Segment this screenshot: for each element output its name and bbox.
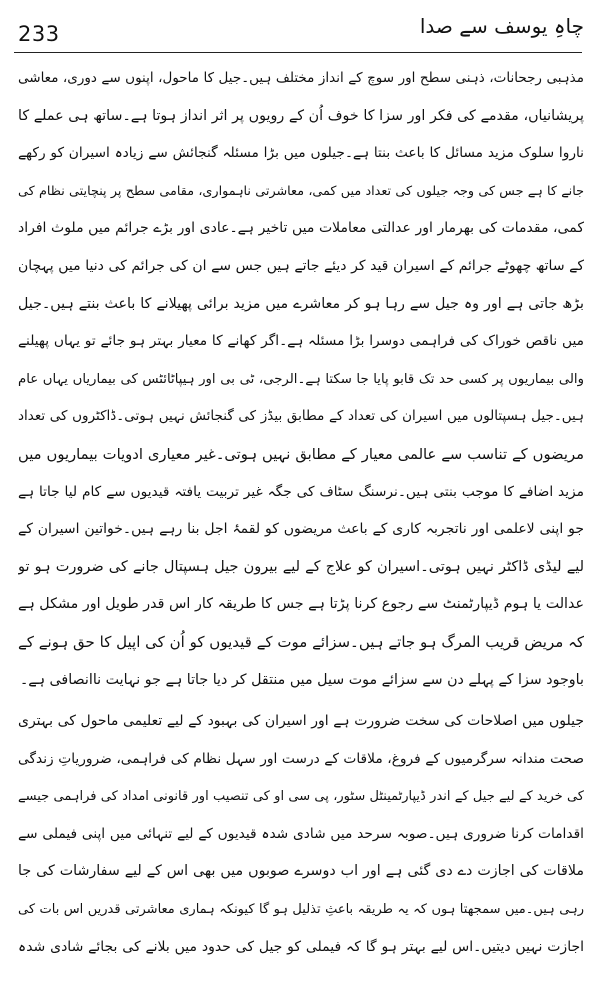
- text-line: باوجود سزا کے پہلے دن سے سزائے موت سیل میں منتقل کر دیا جاتا ہے جو نہایت ناانصافی ہے۔: [19, 671, 584, 688]
- text-line: بڑھ جاتی ہے اور وہ جیل سے رہا ہو کر معاشرے میں مزید برائی پھیلانے کا باعث بنتے ہیں۔جیل: [18, 295, 584, 312]
- text-line: والی بیماریوں پر کسی حد تک قابو پایا جا سکتا ہے۔الرجی، ٹی بی اور ہیپاٹائٹس کی بیماریاں یہاں عام: [18, 371, 584, 387]
- page-number: 233: [18, 22, 60, 46]
- text-line: مذہبی رجحانات، ذہنی سطح اور سوچ کے انداز مختلف ہیں۔جیل کا ماحول، اپنوں سے دوری، معاشی: [18, 70, 584, 86]
- text-line: صحت مندانہ سرگرمیوں کے فروغ، ملاقات کے درست اور سہل نظام کی فراہمی، ضروریاتِ زندگی: [18, 750, 584, 767]
- header-rule: [14, 52, 582, 53]
- text-line: ناروا سلوک مزید مسائل کا باعث بنتا ہے۔جیلوں میں بڑا مسئلہ گنجائش سے زیادہ اسیران کو رکھے: [18, 145, 584, 162]
- text-line: اجازت نہیں دیتیں۔اس لیے بہتر ہو گا کہ فیملی کو جیل کی حدود میں بلانے کی بجائے شادی شدہ: [18, 938, 584, 955]
- running-title: چاہِ یوسف سے صدا: [419, 14, 584, 38]
- body-text: [18, 60, 584, 966]
- text-line: میں ناقص خوراک کی فراہمی دوسرا بڑا مسئلہ ہے۔اگر کھانے کا معیار بہتر ہو جائے تو یہاں پھیلنے: [18, 333, 584, 350]
- text-line: ملاقات کی اجازت دے دی گئی ہے اور اب دوسرے صوبوں میں بھی اس کے لیے سفارشات کی جا: [18, 863, 584, 880]
- text-line: پریشانیاں، مقدمے کی فکر اور سزا کا خوف اُن کے رویوں پر اثر انداز ہوتا ہے۔ساتھ ہی عملے کا: [18, 107, 584, 124]
- text-line: عدالت یا ہوم ڈیپارٹمنٹ سے رجوع کرنا پڑتا ہے جس کا طریقہ کار اس قدر طویل اور مشکل ہے: [18, 596, 584, 613]
- page-header: [18, 6, 584, 46]
- text-line: لیے لیڈی ڈاکٹر نہیں ہوتی۔اسیران کو علاج کے لیے بیرون جیل ہسپتال جانے کی ضرورت ہو تو: [18, 558, 584, 575]
- text-line: جانے کا ہے جس کی وجہ جیلوں کی تعداد میں کمی، معاشرتی ناہمواری، مقامی سطح پر پنچایتی نظام کی: [18, 183, 584, 199]
- text-line: جو اپنی لاعلمی اور ناتجربہ کاری کے باعث مریضوں کو لقمۂ اجل بنا رہے ہیں۔خواتین اسیران کے: [18, 521, 584, 538]
- text-line: کہ مریض قریب المرگ ہو جاتے ہیں۔سزائے موت کے قیدیوں کو اُن کی اپیل کا حق ہونے کے: [18, 632, 584, 651]
- text-line: کمی، مقدمات کی بھرمار اور عدالتی معاملات میں تاخیر ہے۔عادی اور بڑے جرائم میں ملوث افراد: [18, 220, 584, 237]
- text-line: جیلوں میں اصلاحات کی سخت ضرورت ہے اور اسیران کی بہبود کے لیے تعلیمی ماحول کی بہتری: [18, 713, 584, 730]
- text-line: کی خرید کے لیے جیل کے اندر ڈیپارٹمینٹل سٹور، پی سی او کی تنصیب اور قانونی امداد کی فراہمی جیسے: [18, 789, 584, 805]
- text-line: ہیں۔جیل ہسپتالوں میں اسیران کی تعداد کے مطابق بیڈز کی گنجائش نہیں ہوتی۔ڈاکٹروں کی تعداد: [18, 408, 584, 425]
- text-line: اقدامات کرنا ضروری ہیں۔صوبہ سرحد میں شادی شدہ قیدیوں کے لیے تنہائی میں اپنی فیملی سے: [18, 825, 584, 842]
- text-line: کے ساتھ چھوٹے جرائم کے اسیران قید کر دیئے جاتے ہیں جس سے ان کی جرائم کی دنیا میں پہچان: [18, 257, 584, 274]
- text-line: مریضوں کے تناسب سے عالمی معیار کے مطابق نہیں ہوتی۔غیر معیاری ادویات بیماریوں میں: [18, 445, 584, 463]
- text-line: مزید اضافے کا موجب بنتی ہیں۔نرسنگ سٹاف کی جگہ غیر تربیت یافتہ قیدیوں سے کام لیا جاتا ہے: [18, 483, 584, 500]
- text-line: رہی ہیں۔میں سمجھتا ہوں کہ یہ طریقہ باعثِ تذلیل ہو گا کیونکہ ہماری معاشرتی قدریں اس بات کی: [18, 902, 584, 918]
